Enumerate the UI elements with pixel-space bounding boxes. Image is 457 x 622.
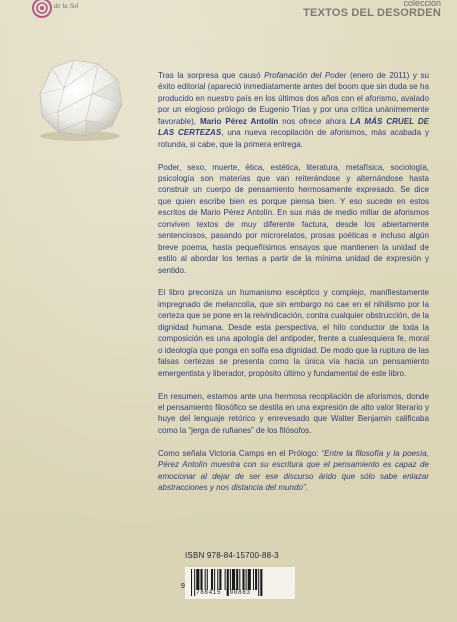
prologue-quote: “Entre la filosofía y la poesía, Pérez Antolín muestra con su escritura que el pensamiento es capaz de emocionar al dejar de ser ese discurso árido que sólo sabe enlazar abstracciones y nos distancia del mundo”. bbox=[158, 448, 430, 493]
crumpled-paper-image bbox=[22, 54, 132, 144]
barcode-bar bbox=[219, 569, 221, 590]
barcode-bar bbox=[196, 569, 199, 590]
barcode-bar bbox=[217, 569, 218, 590]
p1-text-c: (enero de 2011) y su éxito editorial (apareció inmediatamente antes del boom que sin duda se ha producido en nuestro país en los últimos dos años con el aforismo, avalado por un elogioso prólogo de Eugenio Trías y por una crítica unánimemente favorable), bbox=[158, 71, 429, 126]
barcode-bar bbox=[239, 569, 240, 590]
p5-text-a: Como señala Victoria Camps en el Prólogo: bbox=[158, 448, 322, 458]
barcode-bar bbox=[232, 569, 235, 590]
barcode-bar bbox=[191, 569, 192, 596]
paragraph-2: Poder, sexo, muerte, ética, estética, literatura, metafísica, sociología, psicología son materias que van reiterándose y alternándose hasta construir un cuerpo de pensamiento hermosamente expresado. Se dice que quien escribe bien es porque piensa bien. Y eso sucede en estos escritos de Mario Pérez Antolín. En sus más de medio millar de aforismos conviven textos de muy diferente factura, desde los abiertamente sentenciosos, pasando por microrelatos, prosas poéticas e incluso algún breve poema, hasta pequeñísimos ensayos que mantienen la unidad de estilo al abordar los temas a partir de la mínima unidad de expresión y sentido. bbox=[158, 162, 429, 275]
barcode-bar bbox=[246, 569, 247, 590]
barcode-bar bbox=[236, 569, 238, 590]
author-name: Mario Pérez Antolín bbox=[199, 116, 279, 126]
p1-text-g: , una nueva recopilación de aforismos, más acabada y rotunda, si cabe, que la primera entrega. bbox=[158, 128, 429, 149]
barcode-bar bbox=[211, 569, 213, 590]
barcode-bar bbox=[253, 569, 254, 590]
paragraph-1 bbox=[158, 70, 429, 150]
barcode-bar bbox=[258, 569, 259, 596]
synopsis-text bbox=[158, 70, 429, 494]
barcode-bar bbox=[242, 569, 244, 590]
barcode-bar bbox=[214, 569, 215, 590]
collection-label: colección bbox=[403, 0, 441, 8]
barcode-bar bbox=[248, 569, 251, 590]
barcode-bar bbox=[255, 569, 257, 590]
barcode-bar bbox=[200, 569, 202, 590]
paragraph-3: El libro preconiza un humanismo escéptico y complejo, manifiestamente impregnado de melancolía, que sin embargo no cae en el nihilismo por la certeza que se pone en la reivindicación, contra cualquier obstrucción, de la dignidad humana. Desde esta perspectiva, el hilo conductor de toda la composición es una apología del antipoder, frente a cualesquiera fe, moral o ideología que ponga en solfa esa dignidad. De modo que la ruptura de las falsas certezas se presenta como la única vía hacia un pensamiento emergentista y liberador, propósito último y fundamental de este libro. bbox=[158, 288, 429, 378]
barcode-digits: 788415 700883 bbox=[196, 589, 251, 596]
publisher-logo-text: de la Sol bbox=[54, 2, 79, 10]
book-title: LA MÁS CRUEL DE LAS CERTEZAS bbox=[158, 116, 429, 138]
barcode-bar bbox=[260, 569, 262, 596]
paragraph-4: En resumen, estamos ante una hermosa recopilación de aforismos, donde el pensamiento filosófico se destila en una expresión de alto valor literario y huye del lenguaje retórico y enrevesado que Walter Benjamin calificaba como la “jerga de rufianes” de los filósofos. bbox=[158, 391, 429, 435]
paragraph-5 bbox=[158, 448, 429, 494]
barcode-bar bbox=[230, 569, 231, 590]
barcode-bar bbox=[205, 569, 206, 590]
p1-text-e: nos ofrece ahora bbox=[278, 116, 351, 126]
barcode-lead-digit: 9 bbox=[181, 583, 185, 590]
isbn-label: ISBN 978-84-15700-88-3 bbox=[185, 551, 279, 560]
barcode-bar bbox=[225, 569, 226, 590]
series-title: TEXTOS DEL DESORDEN bbox=[303, 7, 441, 19]
p1-text-a: Tras la sorpresa que causó bbox=[158, 71, 265, 80]
book-title-profanacion: Profanación del Poder bbox=[264, 71, 347, 80]
barcode-bar bbox=[207, 569, 208, 590]
